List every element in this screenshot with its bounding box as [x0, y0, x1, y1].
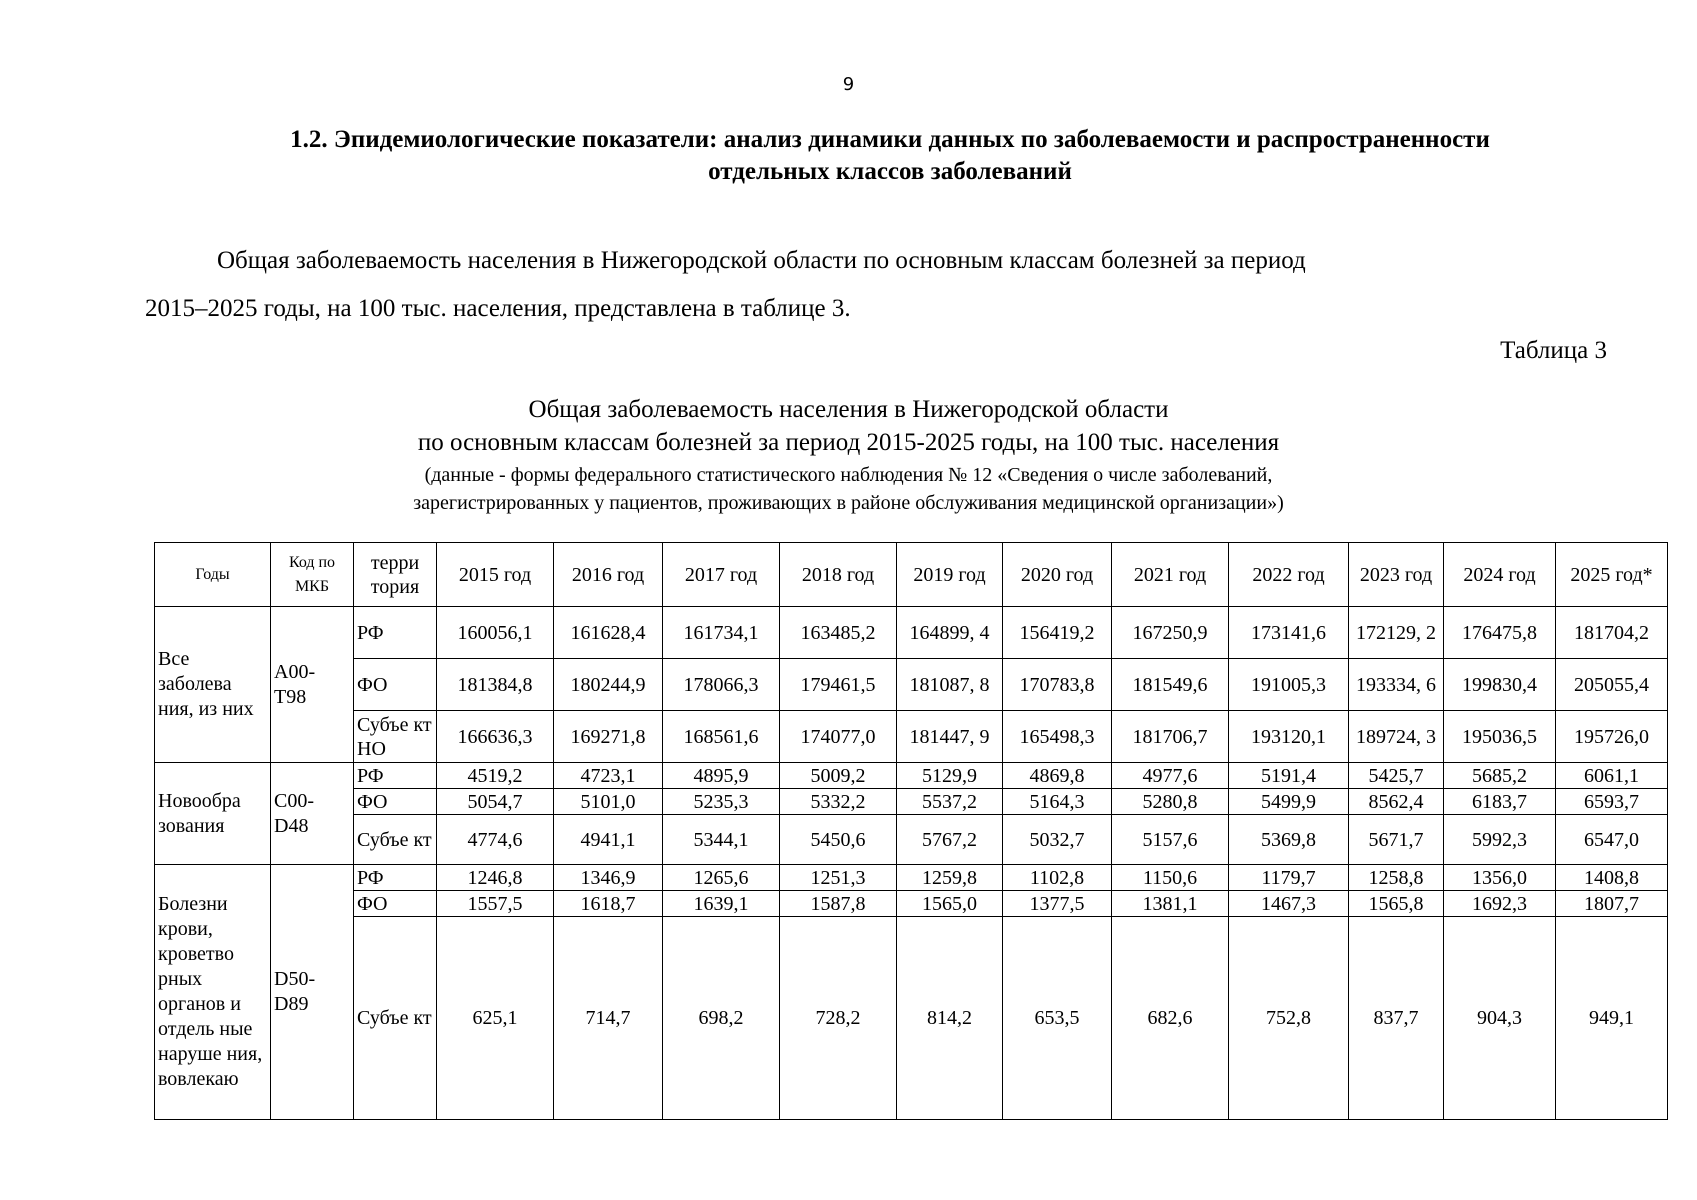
value-cell: 6593,7 [1556, 789, 1668, 815]
value-cell: 682,6 [1112, 917, 1229, 1120]
disease-class-name: Болезни крови, кроветво рных органов и отдель ные наруше ния, вовлекаю [155, 865, 271, 1120]
value-cell: 1377,5 [1003, 891, 1112, 917]
disease-class-name: Новообра зования [155, 763, 271, 865]
value-cell: 1467,3 [1229, 891, 1349, 917]
value-cell: 5344,1 [663, 815, 780, 865]
value-cell: 189724, 3 [1349, 711, 1444, 763]
value-cell: 195036,5 [1444, 711, 1556, 763]
value-cell: 5685,2 [1444, 763, 1556, 789]
table-caption [0, 393, 1697, 517]
header-year: 2017 год [663, 543, 780, 607]
value-cell: 181549,6 [1112, 659, 1229, 711]
caption-line-4: зарегистрированных у пациентов, проживающих в районе обслуживания медицинской организации») [413, 492, 1284, 514]
caption-line-1: Общая заболеваемость населения в Нижегородской области [528, 396, 1169, 423]
value-cell: 5537,2 [897, 789, 1003, 815]
header-year: 2020 год [1003, 543, 1112, 607]
value-cell: 4977,6 [1112, 763, 1229, 789]
value-cell: 5164,3 [1003, 789, 1112, 815]
value-cell: 181706,7 [1112, 711, 1229, 763]
value-cell: 1356,0 [1444, 865, 1556, 891]
table-row [155, 789, 1668, 815]
value-cell: 4519,2 [437, 763, 554, 789]
value-cell: 5499,9 [1229, 789, 1349, 815]
territory-cell: РФ [354, 865, 437, 891]
value-cell: 1265,6 [663, 865, 780, 891]
header-year: 2016 год [554, 543, 663, 607]
value-cell: 714,7 [554, 917, 663, 1120]
value-cell: 5009,2 [780, 763, 897, 789]
value-cell: 195726,0 [1556, 711, 1668, 763]
value-cell: 1179,7 [1229, 865, 1349, 891]
value-cell: 4941,1 [554, 815, 663, 865]
header-year: 2015 год [437, 543, 554, 607]
value-cell: 4723,1 [554, 763, 663, 789]
intro-line-1: Общая заболеваемость населения в Нижегородской области по основным классам болезней за период [217, 247, 1306, 274]
value-cell: 169271,8 [554, 711, 663, 763]
value-cell: 4774,6 [437, 815, 554, 865]
header-year: 2025 год* [1556, 543, 1668, 607]
territory-cell: ФО [354, 789, 437, 815]
value-cell: 176475,8 [1444, 607, 1556, 659]
value-cell: 5129,9 [897, 763, 1003, 789]
value-cell: 163485,2 [780, 607, 897, 659]
value-cell: 166636,3 [437, 711, 554, 763]
section-title-line-2: отдельных классов заболеваний [708, 158, 1072, 185]
header-year: 2018 год [780, 543, 897, 607]
value-cell: 8562,4 [1349, 789, 1444, 815]
page-number: 9 [842, 74, 855, 95]
value-cell: 181384,8 [437, 659, 554, 711]
value-cell: 1408,8 [1556, 865, 1668, 891]
value-cell: 161734,1 [663, 607, 780, 659]
value-cell: 191005,3 [1229, 659, 1349, 711]
table-row [155, 659, 1668, 711]
value-cell: 1102,8 [1003, 865, 1112, 891]
table-row [155, 607, 1668, 659]
header-year: 2019 год [897, 543, 1003, 607]
value-cell: 165498,3 [1003, 711, 1112, 763]
section-title [150, 124, 1630, 188]
disease-class-name: Все заболева ния, из них [155, 607, 271, 763]
morbidity-table [154, 542, 1668, 1120]
value-cell: 179461,5 [780, 659, 897, 711]
section-title-line-1: 1.2. Эпидемиологические показатели: анализ динамики данных по заболеваемости и распространенности [290, 126, 1490, 153]
value-cell: 172129, 2 [1349, 607, 1444, 659]
value-cell: 6061,1 [1556, 763, 1668, 789]
table-row [155, 865, 1668, 891]
value-cell: 5157,6 [1112, 815, 1229, 865]
value-cell: 5450,6 [780, 815, 897, 865]
value-cell: 752,8 [1229, 917, 1349, 1120]
table-row [155, 917, 1668, 1120]
territory-cell: РФ [354, 763, 437, 789]
value-cell: 164899, 4 [897, 607, 1003, 659]
table-row [155, 763, 1668, 789]
value-cell: 5767,2 [897, 815, 1003, 865]
header-territory: терри тория [354, 543, 437, 607]
value-cell: 180244,9 [554, 659, 663, 711]
value-cell: 1565,8 [1349, 891, 1444, 917]
value-cell: 5671,7 [1349, 815, 1444, 865]
value-cell: 199830,4 [1444, 659, 1556, 711]
value-cell: 5101,0 [554, 789, 663, 815]
value-cell: 181087, 8 [897, 659, 1003, 711]
value-cell: 1251,3 [780, 865, 897, 891]
header-code: Код по МКБ [271, 543, 354, 607]
value-cell: 4895,9 [663, 763, 780, 789]
value-cell: 5280,8 [1112, 789, 1229, 815]
value-cell: 193334, 6 [1349, 659, 1444, 711]
value-cell: 1639,1 [663, 891, 780, 917]
header-year: 2021 год [1112, 543, 1229, 607]
value-cell: 1618,7 [554, 891, 663, 917]
value-cell: 167250,9 [1112, 607, 1229, 659]
intro-line-2: 2015–2025 годы, на 100 тыс. населения, представлена в таблице 3. [145, 295, 851, 322]
value-cell: 1259,8 [897, 865, 1003, 891]
table-row [155, 711, 1668, 763]
icd-code: С00- D48 [271, 763, 354, 865]
territory-cell: РФ [354, 607, 437, 659]
header-years: Годы [155, 543, 271, 607]
value-cell: 1807,7 [1556, 891, 1668, 917]
icd-code: А00- Т98 [271, 607, 354, 763]
intro-paragraph [145, 237, 1607, 333]
value-cell: 904,3 [1444, 917, 1556, 1120]
value-cell: 178066,3 [663, 659, 780, 711]
header-year: 2023 год [1349, 543, 1444, 607]
value-cell: 173141,6 [1229, 607, 1349, 659]
value-cell: 949,1 [1556, 917, 1668, 1120]
value-cell: 5032,7 [1003, 815, 1112, 865]
value-cell: 156419,2 [1003, 607, 1112, 659]
value-cell: 5054,7 [437, 789, 554, 815]
value-cell: 181704,2 [1556, 607, 1668, 659]
value-cell: 1557,5 [437, 891, 554, 917]
value-cell: 1381,1 [1112, 891, 1229, 917]
header-year: 2024 год [1444, 543, 1556, 607]
value-cell: 5425,7 [1349, 763, 1444, 789]
value-cell: 170783,8 [1003, 659, 1112, 711]
value-cell: 5191,4 [1229, 763, 1349, 789]
value-cell: 181447, 9 [897, 711, 1003, 763]
value-cell: 193120,1 [1229, 711, 1349, 763]
value-cell: 653,5 [1003, 917, 1112, 1120]
value-cell: 5369,8 [1229, 815, 1349, 865]
territory-cell: Субъе кт [354, 815, 437, 865]
value-cell: 814,2 [897, 917, 1003, 1120]
value-cell: 160056,1 [437, 607, 554, 659]
value-cell: 1246,8 [437, 865, 554, 891]
value-cell: 5235,3 [663, 789, 780, 815]
value-cell: 161628,4 [554, 607, 663, 659]
table-label: Таблица 3 [1500, 337, 1607, 364]
value-cell: 5992,3 [1444, 815, 1556, 865]
territory-cell: Субъе кт [354, 917, 437, 1120]
value-cell: 168561,6 [663, 711, 780, 763]
value-cell: 728,2 [780, 917, 897, 1120]
table-row [155, 891, 1668, 917]
value-cell: 1150,6 [1112, 865, 1229, 891]
territory-cell: ФО [354, 659, 437, 711]
caption-line-3: (данные - формы федерального статистического наблюдения № 12 «Сведения о числе заболеваний, [424, 464, 1273, 486]
value-cell: 1346,9 [554, 865, 663, 891]
header-year: 2022 год [1229, 543, 1349, 607]
value-cell: 6183,7 [1444, 789, 1556, 815]
value-cell: 625,1 [437, 917, 554, 1120]
value-cell: 698,2 [663, 917, 780, 1120]
territory-cell: Субъе кт НО [354, 711, 437, 763]
value-cell: 5332,2 [780, 789, 897, 815]
header-row [155, 543, 1668, 607]
value-cell: 205055,4 [1556, 659, 1668, 711]
value-cell: 1258,8 [1349, 865, 1444, 891]
value-cell: 1587,8 [780, 891, 897, 917]
caption-line-2: по основным классам болезней за период 2015-2025 годы, на 100 тыс. населения [417, 429, 1280, 456]
value-cell: 6547,0 [1556, 815, 1668, 865]
value-cell: 1692,3 [1444, 891, 1556, 917]
value-cell: 1565,0 [897, 891, 1003, 917]
value-cell: 4869,8 [1003, 763, 1112, 789]
value-cell: 837,7 [1349, 917, 1444, 1120]
icd-code: D50- D89 [271, 865, 354, 1120]
value-cell: 174077,0 [780, 711, 897, 763]
table-row [155, 815, 1668, 865]
territory-cell: ФО [354, 891, 437, 917]
